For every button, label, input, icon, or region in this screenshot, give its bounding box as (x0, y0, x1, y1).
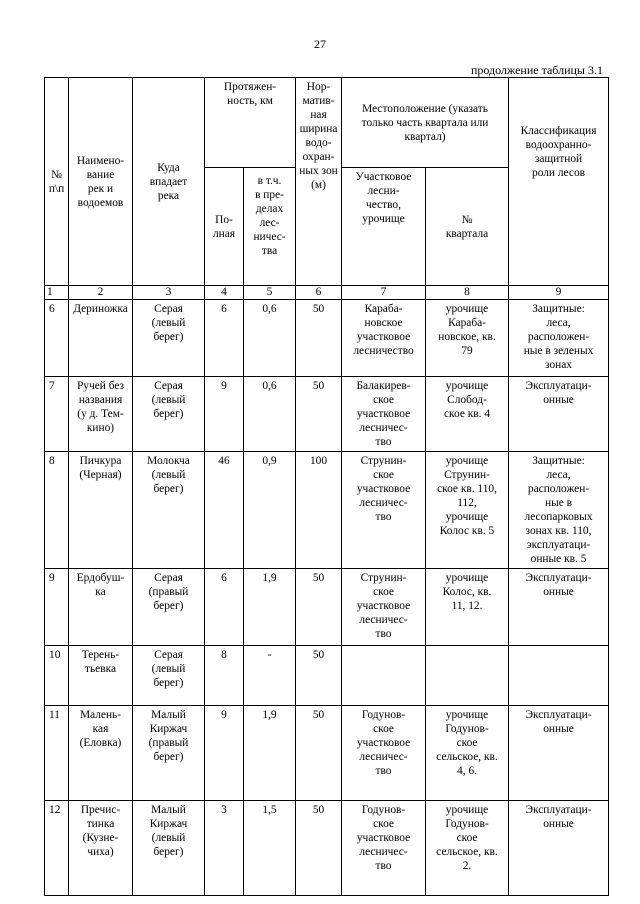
row-num-cell: 9 (45, 569, 69, 646)
protection-zone-width-cell: 50 (296, 646, 342, 706)
protection-classification-cell: Эксплуатаци- онные (509, 377, 609, 452)
inflow-river-cell: Серая (левый берег) (133, 300, 205, 377)
forestry-district-cell: Балакирев- ское участковое лесничес- тво (342, 377, 426, 452)
protection-classification-cell: Защитные: леса, расположен- ные в лесопарковых зонах кв. 110, эксплуатаци- онные кв. 5 (509, 452, 609, 569)
length-full-cell: 9 (205, 377, 244, 452)
row-num-cell: 8 (45, 452, 69, 569)
row-num-cell: 10 (45, 646, 69, 706)
forest-block-cell: урочище Годунов- ское сельское, кв. 2. (426, 801, 509, 896)
forestry-district-cell: Караба- новское участковое лесничество (342, 300, 426, 377)
header-length-forest: в т.ч. в пре- делах лес- ничес- тва (244, 168, 296, 286)
header-length-full: По- лная (205, 168, 244, 286)
protection-zone-width-cell: 50 (296, 300, 342, 377)
forestry-district-cell: Годунов- ское участковое лесничес- тво (342, 706, 426, 801)
row-num-cell: 6 (45, 300, 69, 377)
header-num: № п\п (45, 78, 69, 286)
header-location: Местоположение (указать только часть квартала или квартал) (342, 78, 509, 168)
table-row (45, 452, 609, 569)
protection-classification-cell (509, 646, 609, 706)
column-number: 6 (296, 286, 342, 300)
length-in-forestry-cell: 0,6 (244, 300, 296, 377)
header-length: Протяжен- ность, км (205, 78, 296, 168)
column-number: 7 (342, 286, 426, 300)
forest-block-cell (426, 646, 509, 706)
table-continuation-label: продолжение таблицы 3.1 (470, 63, 603, 77)
protection-zone-width-cell: 50 (296, 377, 342, 452)
table-row (45, 377, 609, 452)
forest-block-cell: урочище Колос, кв. 11, 12. (426, 569, 509, 646)
table-row (45, 569, 609, 646)
column-numbers-row (45, 286, 609, 300)
column-number: 1 (45, 286, 69, 300)
header-location-block: № квартала (426, 168, 509, 286)
forestry-district-cell (342, 646, 426, 706)
length-in-forestry-cell: 1,9 (244, 569, 296, 646)
row-num-cell: 12 (45, 801, 69, 896)
header-classification: Классификация водоохранно- защитной роли лесов (509, 78, 609, 286)
length-full-cell: 6 (205, 300, 244, 377)
forest-block-cell: урочище Караба- новское, кв. 79 (426, 300, 509, 377)
header-inflow: Куда впадает река (133, 78, 205, 286)
column-number: 3 (133, 286, 205, 300)
length-in-forestry-cell: 1,9 (244, 706, 296, 801)
forest-block-cell: урочище Струнин- ское кв. 110, 112, урочище Колос кв. 5 (426, 452, 509, 569)
protection-zone-width-cell: 50 (296, 706, 342, 801)
river-name-cell: Ердобуш- ка (69, 569, 133, 646)
river-name-cell: Малень- кая (Еловка) (69, 706, 133, 801)
forestry-district-cell: Годунов- ское участковое лесничес- тво (342, 801, 426, 896)
protection-zone-width-cell: 50 (296, 569, 342, 646)
inflow-river-cell: Молокча (левый берег) (133, 452, 205, 569)
row-num-cell: 11 (45, 706, 69, 801)
length-in-forestry-cell: 1,5 (244, 801, 296, 896)
forest-block-cell: урочище Годунов- ское сельское, кв. 4, 6. (426, 706, 509, 801)
forestry-district-cell: Струнин- ское участковое лесничес- тво (342, 452, 426, 569)
length-in-forestry-cell: - (244, 646, 296, 706)
river-name-cell: Пичкура (Черная) (69, 452, 133, 569)
protection-zone-width-cell: 100 (296, 452, 342, 569)
inflow-river-cell: Малый Киржач (правый берег) (133, 706, 205, 801)
table-row (45, 646, 609, 706)
row-num-cell: 7 (45, 377, 69, 452)
forestry-district-cell: Струнин- ское участковое лесничес- тво (342, 569, 426, 646)
river-name-cell: Терень- тьевка (69, 646, 133, 706)
inflow-river-cell: Серая (левый берег) (133, 646, 205, 706)
table-row (45, 801, 609, 896)
protection-zone-width-cell: 50 (296, 801, 342, 896)
length-in-forestry-cell: 0,6 (244, 377, 296, 452)
inflow-river-cell: Серая (левый берег) (133, 377, 205, 452)
length-full-cell: 3 (205, 801, 244, 896)
header-location-district: Участковое лесни- чество, урочище (342, 168, 426, 286)
inflow-river-cell: Малый Киржач (левый берег) (133, 801, 205, 896)
column-number: 4 (205, 286, 244, 300)
column-number: 2 (69, 286, 133, 300)
river-name-cell: Ручей без названия (у д. Тем- кино) (69, 377, 133, 452)
river-name-cell: Пречис- тинка (Кузне- чиха) (69, 801, 133, 896)
protection-classification-cell: Эксплуатаци- онные (509, 706, 609, 801)
protection-classification-cell: Эксплуатаци- онные (509, 569, 609, 646)
protection-classification-cell: Эксплуатаци- онные (509, 801, 609, 896)
page-number: 27 (314, 37, 326, 51)
length-in-forestry-cell: 0,9 (244, 452, 296, 569)
length-full-cell: 8 (205, 646, 244, 706)
column-number: 9 (509, 286, 609, 300)
inflow-river-cell: Серая (правый берег) (133, 569, 205, 646)
length-full-cell: 6 (205, 569, 244, 646)
length-full-cell: 46 (205, 452, 244, 569)
protection-classification-cell: Защитные: леса, расположен- ные в зеленых зонах (509, 300, 609, 377)
column-number: 8 (426, 286, 509, 300)
length-full-cell: 9 (205, 706, 244, 801)
column-number: 5 (244, 286, 296, 300)
water-protection-table (44, 77, 609, 896)
header-name: Наимено- вание рек и водоемов (69, 78, 133, 286)
table-row (45, 300, 609, 377)
table-row (45, 706, 609, 801)
header-width: Нор- матив- ная ширина водо- охран- ных зон (м) (296, 78, 342, 286)
river-name-cell: Дериножка (69, 300, 133, 377)
forest-block-cell: урочище Слобод- ское кв. 4 (426, 377, 509, 452)
